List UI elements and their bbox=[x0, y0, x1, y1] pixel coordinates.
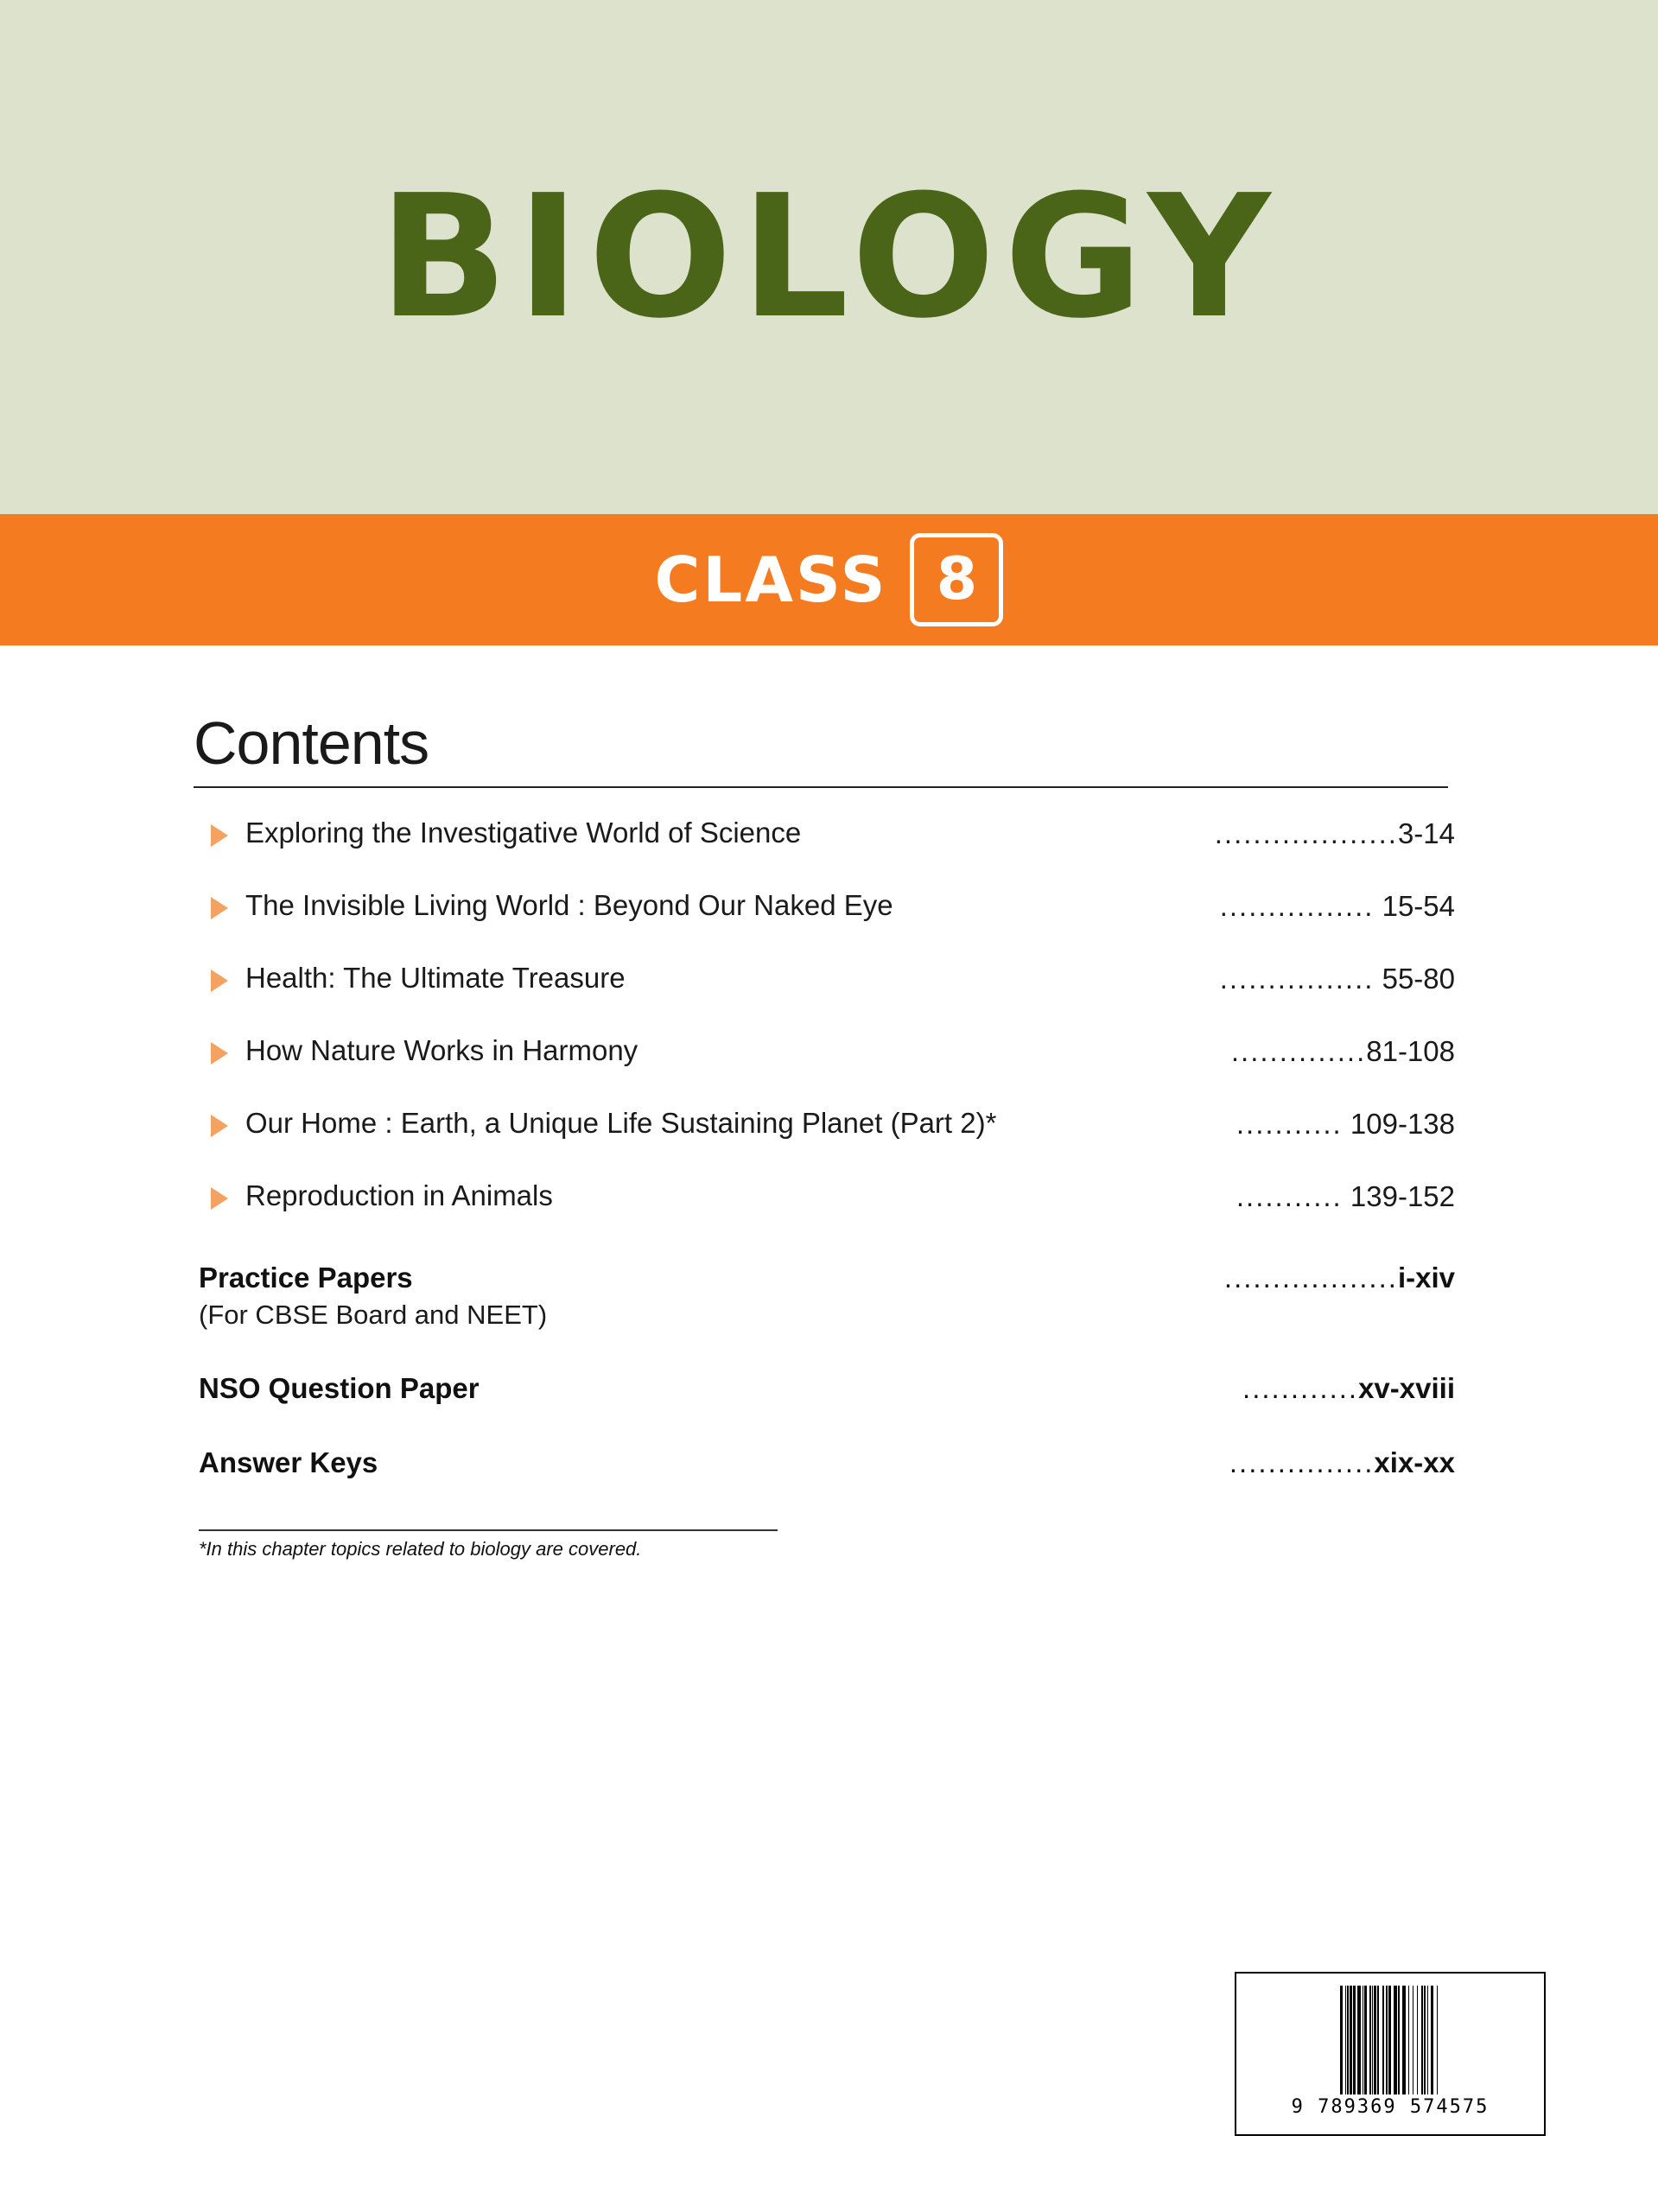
toc-entry[interactable] bbox=[194, 1108, 1455, 1147]
toc-entry-title: Our Home : Earth, a Unique Life Sustaining Planet (Part 2)* bbox=[245, 1107, 997, 1139]
barcode bbox=[1235, 1972, 1546, 2136]
back-matter-entry[interactable] bbox=[194, 1262, 1455, 1331]
toc-entry[interactable] bbox=[194, 963, 1455, 1002]
toc-entry[interactable] bbox=[194, 817, 1455, 857]
back-matter-pages: ...............xix-xx bbox=[1229, 1446, 1455, 1478]
toc-entry-pages: ........... 109-138 bbox=[1236, 1108, 1455, 1140]
triangle-bullet-icon bbox=[194, 1035, 245, 1065]
toc-entry-title: Exploring the Investigative World of Science bbox=[245, 817, 802, 849]
toc-entry-pages: ................ 15-54 bbox=[1219, 890, 1455, 922]
back-matter-pages: ..................i-xiv bbox=[1223, 1262, 1455, 1294]
triangle-bullet-icon bbox=[194, 1180, 245, 1210]
footnote-text: *In this chapter topics related to biology are covered. bbox=[199, 1538, 642, 1560]
back-matter-pages: ............xv-xviii bbox=[1242, 1372, 1455, 1404]
toc-entry[interactable] bbox=[194, 1180, 1455, 1220]
toc-entry-pages: ..............81-108 bbox=[1230, 1035, 1455, 1067]
footnote-block bbox=[194, 1529, 1455, 1560]
back-matter-entry[interactable] bbox=[194, 1372, 1455, 1405]
contents-section bbox=[194, 709, 1455, 1560]
barcode-number: 9 789369 574575 bbox=[1291, 2096, 1490, 2118]
triangle-bullet-icon bbox=[194, 817, 245, 847]
toc-entry-title: How Nature Works in Harmony bbox=[245, 1034, 638, 1066]
triangle-bullet-icon bbox=[194, 963, 245, 992]
toc-entry[interactable] bbox=[194, 1035, 1455, 1075]
toc-entry-pages: ................ 55-80 bbox=[1219, 963, 1455, 995]
toc-entry-pages: ........... 139-152 bbox=[1236, 1180, 1455, 1212]
back-matter-title: Practice Papers bbox=[199, 1262, 413, 1294]
class-number: 8 bbox=[936, 545, 978, 613]
triangle-bullet-icon bbox=[194, 890, 245, 919]
contents-heading-divider bbox=[194, 786, 1448, 788]
toc-entry-title: Health: The Ultimate Treasure bbox=[245, 962, 626, 994]
class-label: CLASS bbox=[654, 543, 888, 616]
triangle-bullet-icon bbox=[194, 1108, 245, 1137]
class-band bbox=[0, 514, 1658, 645]
barcode-bars bbox=[1340, 1986, 1441, 2094]
class-number-box bbox=[910, 533, 1003, 626]
toc-entry-pages: ...................3-14 bbox=[1214, 817, 1455, 849]
footnote-divider bbox=[199, 1529, 778, 1531]
cover-hero-banner bbox=[0, 0, 1658, 514]
back-matter-subtitle: (For CBSE Board and NEET) bbox=[199, 1300, 548, 1330]
back-matter-title: Answer Keys bbox=[199, 1446, 378, 1478]
back-matter-entry[interactable] bbox=[194, 1446, 1455, 1479]
page-title: BIOLOGY bbox=[378, 158, 1280, 356]
toc-entry-title: The Invisible Living World : Beyond Our Naked Eye bbox=[245, 889, 893, 921]
contents-heading: Contents bbox=[194, 709, 429, 777]
back-matter-title: NSO Question Paper bbox=[199, 1372, 480, 1404]
toc-entry-title: Reproduction in Animals bbox=[245, 1179, 553, 1211]
toc-entry[interactable] bbox=[194, 890, 1455, 930]
